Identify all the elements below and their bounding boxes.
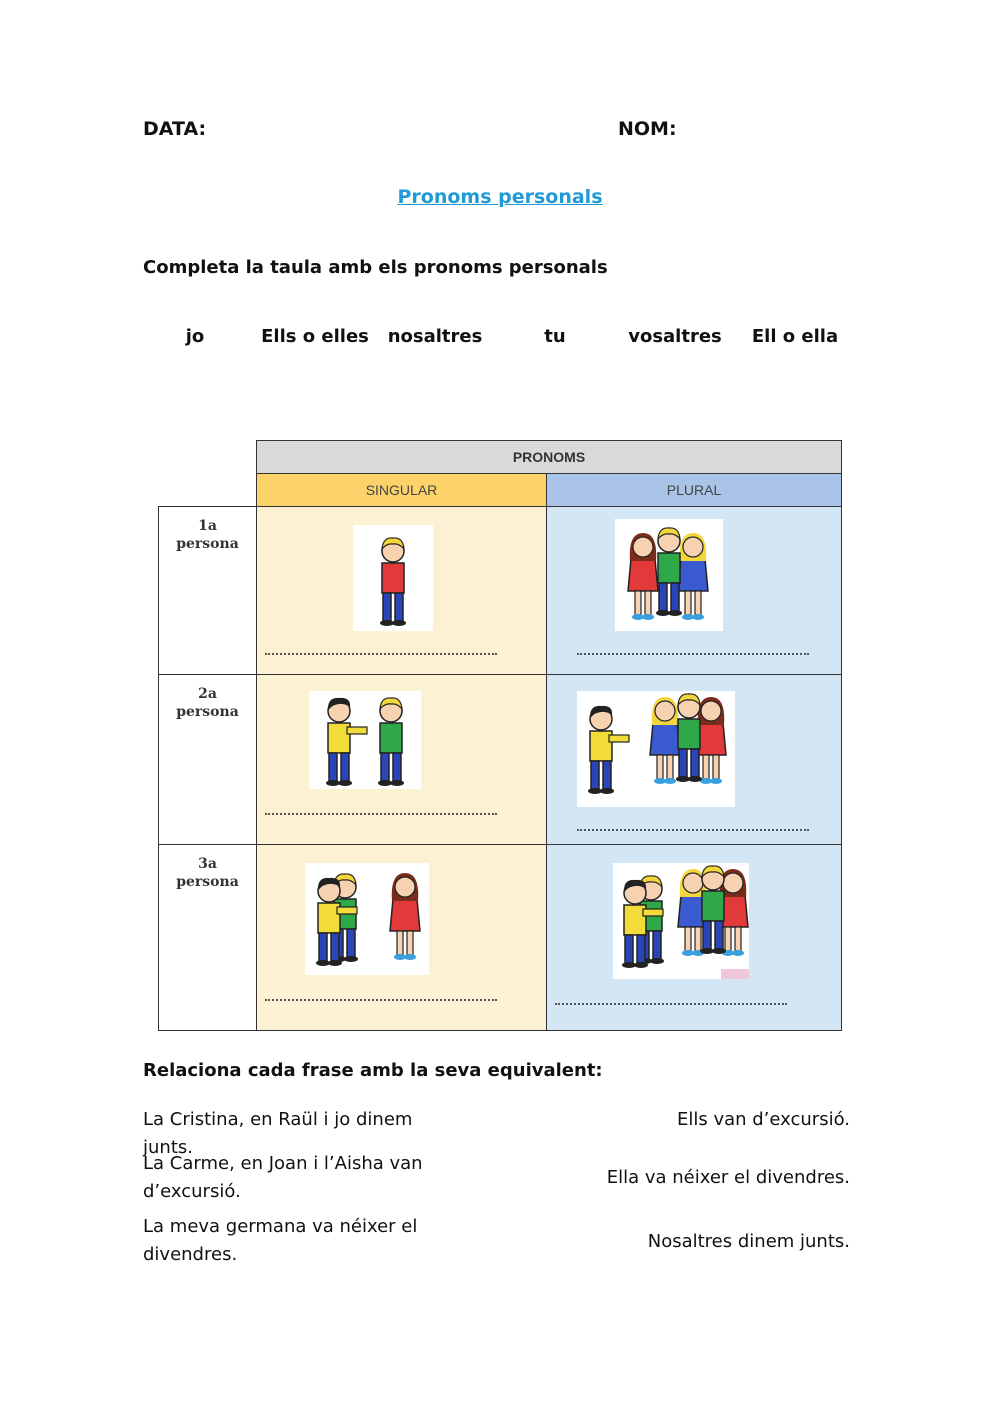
row-label-word: persona xyxy=(176,704,239,720)
word-bank-item[interactable]: jo xyxy=(185,326,205,347)
column-header-singular: SINGULAR xyxy=(257,474,547,507)
illustration-group-of-three xyxy=(615,519,723,631)
pronouns-table xyxy=(158,440,842,1031)
row-label-word: persona xyxy=(176,874,239,890)
row-label-number: 1a xyxy=(198,518,217,534)
row-label-number: 3a xyxy=(198,856,217,872)
answer-blank[interactable] xyxy=(265,813,497,815)
date-label: DATA: xyxy=(143,118,207,140)
instruction-match-sentences: Relaciona cada frase amb la seva equivalent: xyxy=(143,1060,603,1081)
word-bank xyxy=(135,326,855,356)
row-label-number: 2a xyxy=(198,686,217,702)
word-bank-item[interactable]: Ell o ella xyxy=(751,326,839,347)
answer-blank[interactable] xyxy=(577,829,809,831)
illustration-boy-pointing-at-others xyxy=(613,863,749,979)
word-bank-item[interactable]: vosaltres xyxy=(628,326,722,347)
row-label-3 xyxy=(159,845,257,1031)
cell-singular-3 xyxy=(257,845,547,1031)
instruction-complete-table: Completa la taula amb els pronoms personals xyxy=(143,257,608,278)
right-sentence-1[interactable]: Ells van d’excursió. xyxy=(676,1109,850,1130)
illustration-boy-pointing-at-girl xyxy=(305,863,429,975)
cell-plural-3 xyxy=(547,845,842,1031)
table-corner xyxy=(159,441,257,474)
left-sentence-2[interactable]: La Carme, en Joan i l’Aisha van d’excursió. xyxy=(143,1153,423,1202)
table-corner xyxy=(159,474,257,507)
word-bank-item[interactable]: tu xyxy=(544,326,566,347)
answer-blank[interactable] xyxy=(265,999,497,1001)
row-label-2 xyxy=(159,675,257,845)
page-title: Pronoms personals xyxy=(397,186,603,208)
cell-singular-1 xyxy=(257,507,547,675)
name-label: NOM: xyxy=(618,118,677,140)
table-header-pronoms: PRONOMS xyxy=(257,441,842,474)
illustration-boy-pointing-at-boy xyxy=(309,691,421,789)
left-sentence-1[interactable]: La Cristina, en Raül i jo dinem junts. xyxy=(143,1109,413,1158)
word-bank-item[interactable]: Ells o elles xyxy=(261,326,369,347)
answer-blank[interactable] xyxy=(265,653,497,655)
word-bank-item[interactable]: nosaltres xyxy=(387,326,483,347)
right-sentence-3[interactable]: Nosaltres dinem junts. xyxy=(647,1231,850,1252)
answer-blank[interactable] xyxy=(555,1003,787,1005)
illustration-boy-pointing-at-group xyxy=(577,691,735,807)
cell-plural-2 xyxy=(547,675,842,845)
row-label-word: persona xyxy=(176,536,239,552)
column-header-plural: PLURAL xyxy=(547,474,842,507)
left-sentence-3[interactable]: La meva germana va néixer el divendres. xyxy=(143,1216,418,1265)
illustration-boy-pointing-self xyxy=(353,525,433,631)
cell-singular-2 xyxy=(257,675,547,845)
right-sentence-2[interactable]: Ella va néixer el divendres. xyxy=(606,1167,850,1188)
row-label-1 xyxy=(159,507,257,675)
cell-plural-1 xyxy=(547,507,842,675)
answer-blank[interactable] xyxy=(577,653,809,655)
